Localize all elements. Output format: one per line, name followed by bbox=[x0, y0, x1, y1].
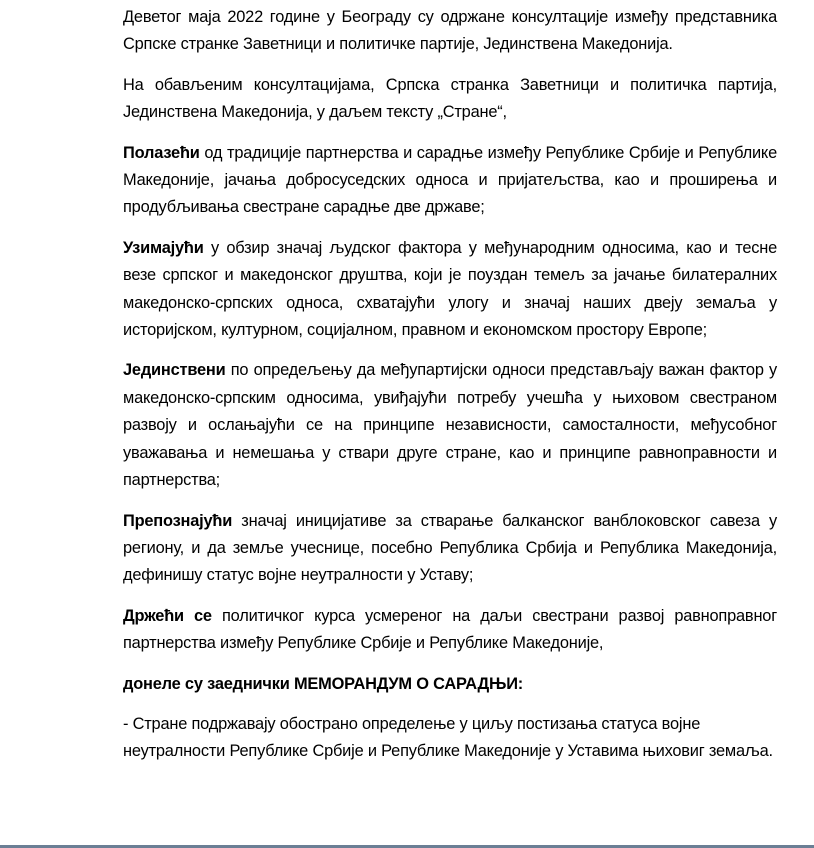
lead-word: Полазећи bbox=[123, 143, 200, 162]
memorandum-heading: донеле су заеднички МЕМОРАНДУМ О САРАДЊИ: bbox=[123, 674, 524, 693]
lead-word: Јединствени bbox=[123, 361, 226, 380]
paragraph-final: - Стране подржавају обострано определење у циљу постизања статуса војне неутралности Републике Србије и Републике Македоније у Уставима њиховиг земаља. bbox=[123, 714, 773, 761]
paragraph-polazeci: Полазећи од традиције партнерства и сарадње између Републике Србије и Републике Македоније, јачања добросуседских односа и пријатељства, као и проширења и продубљивања свестране сарадње две државе; bbox=[123, 143, 777, 217]
paragraph-parties: На обављеним консултацијама, Српска странка Заветници и политичка партија, Јединствена Македонија, у даљем тексту „Стране“, bbox=[123, 75, 777, 122]
paragraph-drzeci: Држећи се политичког курса усмереног на даљи свестрани развој равноправног партнерства између Републике Србије и Републике Македоније, bbox=[123, 606, 777, 653]
paragraph-prepoznajuci: Препознајући значај иницијативе за стварање балканског ванблоковског савеза у региону, и да земље учеснице, посебно Република Србија и Република Македонија, дефинишу статус војне неутралности у Уставу; bbox=[123, 511, 777, 585]
paragraph-uzimajuci: Узимајући у обзир значај људског фактора у међународним односима, као и тесне везе српског и македонског друштва, који је поуздан темељ за јачање билатералних македонско-српских односа, схватајући улогу и значај наших двеју земаља у историјском, културном, социјалном, правном и економском простору Европе; bbox=[123, 238, 777, 340]
document-body bbox=[123, 4, 777, 779]
lead-word: Држећи се bbox=[123, 606, 212, 625]
lead-word: Узимајући bbox=[123, 238, 204, 257]
paragraph-jedinstveni: Јединствени по опредељењу да међупартијски односи представљају важан фактор у македонско-српским односима, увиђајући потребу учешћа у њиховом свестраном развоју и ослањајући се на принципе независности, самосталности, међусобног уважавања и немешања у ствари друге стране, као и принципе равноправности и партнерства; bbox=[123, 361, 777, 490]
lead-word: Препознајући bbox=[123, 511, 233, 530]
paragraph-intro: Деветог маја 2022 године у Београду су одржане консултације између представника Српске странке Заветници и политичке партије, Јединствена Македонија. bbox=[123, 8, 777, 54]
